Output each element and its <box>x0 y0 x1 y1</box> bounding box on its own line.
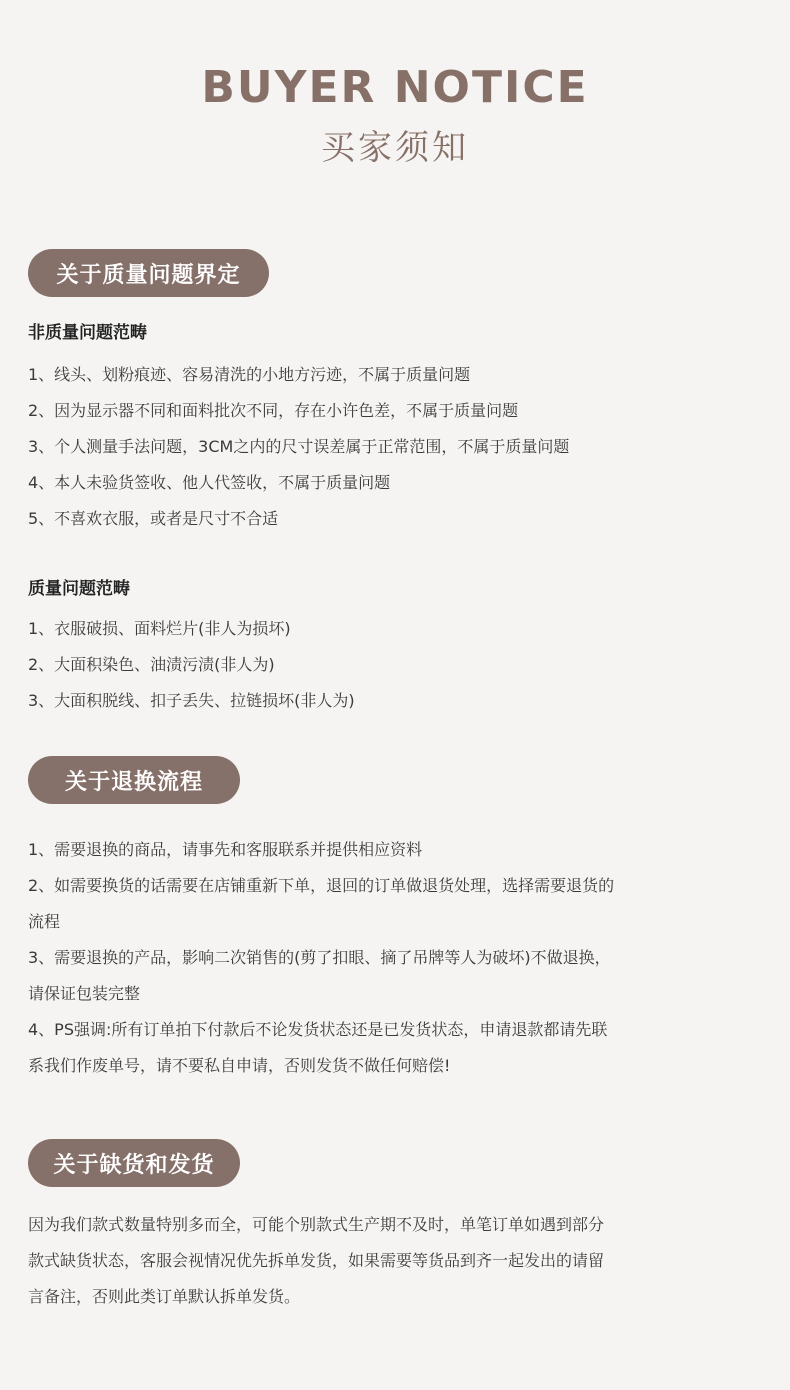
returns-line: 4、PS强调:所有订单拍下付款后不论发货状态还是已发货状态，申请退款都请先联 <box>28 1020 608 1039</box>
section-pill-quality: 关于质量问题界定 <box>28 249 269 297</box>
title-en: BUYER NOTICE <box>201 62 589 113</box>
returns-line: 1、需要退换的商品，请事先和客服联系并提供相应资料 <box>28 840 423 859</box>
non-quality-title: 非质量问题范畴 <box>28 323 147 343</box>
shipping-line: 言备注，否则此类订单默认拆单发货。 <box>28 1287 301 1306</box>
quality-item: 1、衣服破损、面料烂片(非人为损坏) <box>28 619 291 638</box>
non-quality-item: 4、本人未验货签收、他人代签收，不属于质量问题 <box>28 473 391 492</box>
non-quality-item: 1、线头、划粉痕迹、容易清洗的小地方污迹，不属于质量问题 <box>28 365 471 384</box>
non-quality-item: 3、个人测量手法问题，3CM之内的尺寸误差属于正常范围，不属于质量问题 <box>28 437 570 456</box>
quality-title: 质量问题范畴 <box>28 579 130 599</box>
non-quality-item: 5、不喜欢衣服，或者是尺寸不合适 <box>28 509 279 528</box>
section-pill-shipping: 关于缺货和发货 <box>28 1139 240 1187</box>
non-quality-item: 2、因为显示器不同和面料批次不同，存在小许色差，不属于质量问题 <box>28 401 519 420</box>
title-cn: 买家须知 <box>321 128 469 168</box>
quality-item: 2、大面积染色、油渍污渍(非人为) <box>28 655 275 674</box>
shipping-line: 因为我们款式数量特别多而全，可能个别款式生产期不及时，单笔订单如遇到部分 <box>28 1215 605 1234</box>
returns-line: 请保证包装完整 <box>28 984 141 1003</box>
returns-line: 2、如需要换货的话需要在店铺重新下单，退回的订单做退货处理，选择需要退货的 <box>28 876 615 895</box>
shipping-line: 款式缺货状态，客服会视情况优先拆单发货，如果需要等货品到齐一起发出的请留 <box>28 1251 605 1270</box>
returns-line: 3、需要退换的产品，影响二次销售的(剪了扣眼、摘了吊牌等人为破坏)不做退换， <box>28 948 611 967</box>
returns-line: 流程 <box>28 912 61 931</box>
quality-item: 3、大面积脱线、扣子丢失、拉链损坏(非人为) <box>28 691 355 710</box>
returns-line: 系我们作废单号，请不要私自申请，否则发货不做任何赔偿! <box>28 1056 451 1075</box>
section-pill-returns: 关于退换流程 <box>28 756 240 804</box>
